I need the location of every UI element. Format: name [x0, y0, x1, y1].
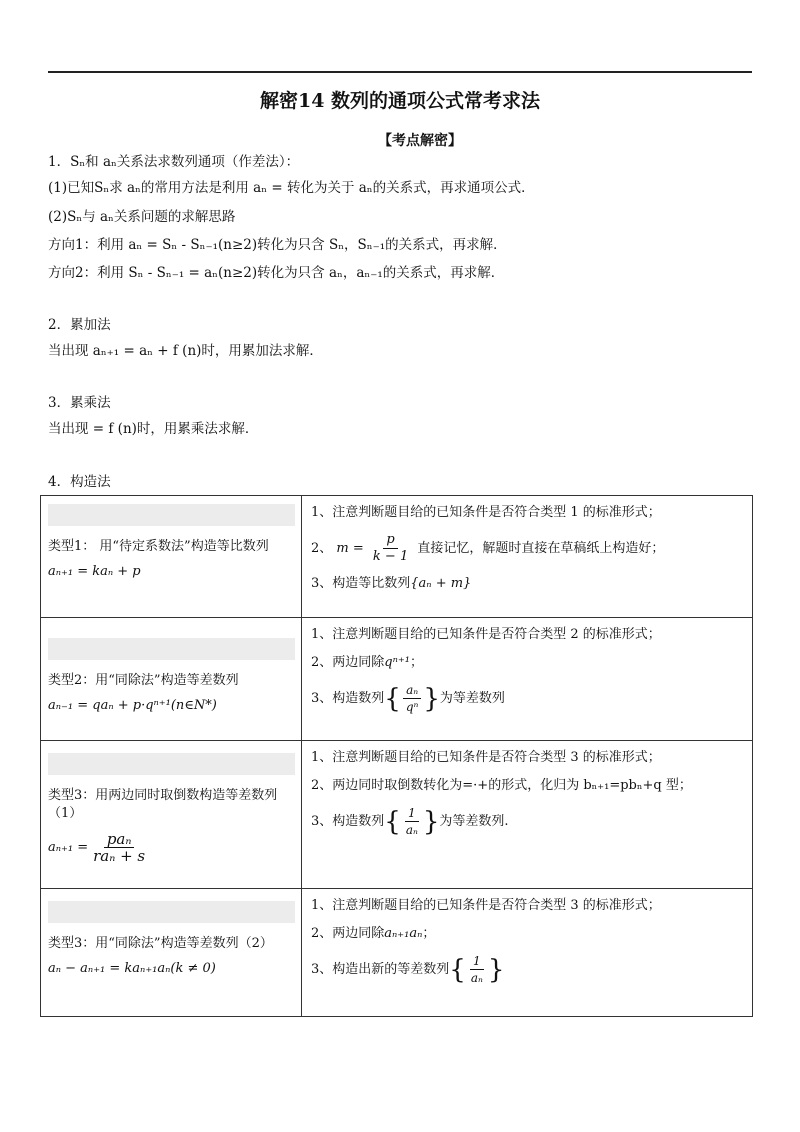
fraction [370, 532, 411, 565]
shaded-bar [48, 638, 295, 660]
step-3-end: 为等差数列 [439, 691, 505, 706]
fraction-num: 1 [405, 805, 419, 822]
section4-heading: 4．构造法 [48, 474, 111, 490]
step-2-end: ； [422, 926, 436, 941]
brace-sequence: { $\frac{1}{\text{aₙ}}$ } [449, 954, 505, 985]
step-2: 2、两边同时取倒数转化为=·+的形式，化归为 bₙ₊₁=pbₙ+q 型； [311, 778, 692, 793]
table-row [41, 618, 753, 741]
divisor: qⁿ⁺¹ [384, 655, 410, 670]
step-3-text: 3、构造数列 [311, 691, 385, 706]
step-2 [311, 925, 746, 943]
shaded-bar [48, 901, 295, 923]
step-3 [311, 575, 746, 593]
step-3 [311, 953, 746, 986]
type-label: 类型2：用“同除法”构造等差数列 [48, 673, 239, 688]
steps-cell [302, 889, 753, 1017]
type-cell [41, 496, 302, 618]
step-3-end: 为等差数列. [439, 814, 509, 829]
fraction-num: 1 [470, 953, 484, 970]
section3-p1: 当出现 = f (n)时，用累乘法求解． [48, 421, 259, 437]
step-2-text: 2、两边同除 [311, 655, 385, 670]
type-label: 类型1： 用“待定系数法”构造等比数列 [48, 539, 269, 554]
divisor: aₙ₊₁aₙ [384, 926, 423, 941]
fraction [403, 805, 421, 838]
table-row [41, 496, 753, 618]
type-cell [41, 741, 302, 889]
section1-p3: 方向1：利用 aₙ = Sₙ - Sₙ₋₁(n≥2)转化为只含 Sₙ，Sₙ₋₁的关系式，再求解． [48, 237, 507, 253]
brace-sequence: { $\frac{1}{\text{aₙ}}$ } [384, 806, 440, 837]
step-3 [311, 805, 746, 838]
table-row [41, 741, 753, 889]
section2-p1: 当出现 aₙ₊₁ = aₙ + f (n)时，用累加法求解． [48, 343, 323, 359]
fraction-num: aₙ [403, 682, 421, 699]
section1-p1: (1)已知Sₙ求 aₙ的常用方法是利用 aₙ = 转化为关于 aₙ的关系式，再求通项公式． [48, 180, 535, 196]
step-2-prefix: 2、 [311, 541, 333, 556]
fraction [90, 831, 148, 864]
fraction [403, 682, 422, 715]
construction-methods-table [40, 495, 753, 1017]
section-subtitle: 【考点解密】 [378, 133, 462, 149]
steps-cell [302, 618, 753, 741]
step-3 [311, 682, 746, 715]
section1-p4: 方向2：利用 Sₙ - Sₙ₋₁ = aₙ(n≥2)转化为只含 aₙ，aₙ₋₁的关系式，再求解． [48, 265, 505, 281]
section2-heading: 2．累加法 [48, 317, 111, 333]
fraction-den: raₙ + s [93, 847, 146, 865]
type-formula [48, 831, 295, 864]
step-1: 1、注意判断题目给的已知条件是否符合类型 2 的标准形式； [311, 627, 661, 642]
steps-cell [302, 741, 753, 889]
type-label: 类型3：用两边同时取倒数构造等差数列（1） [48, 788, 278, 821]
type-cell [41, 618, 302, 741]
type-formula: aₙ₋₁ = qaₙ + p·qⁿ⁺¹(n∈N*) [48, 698, 217, 713]
table-row [41, 889, 753, 1017]
brace-sequence: { $\frac{\text{aₙ}}{\text{qⁿ}}$ } [384, 683, 440, 714]
fraction-den: qⁿ [405, 700, 419, 714]
shaded-bar [48, 504, 295, 526]
step-2 [311, 532, 746, 565]
step-2-text: 2、两边同除 [311, 926, 385, 941]
fraction-den: aₙ [405, 823, 418, 837]
step-3-text: 3、构造数列 [311, 814, 385, 829]
header-rule [48, 71, 752, 73]
fraction-den: aₙ [470, 971, 483, 985]
type-cell [41, 889, 302, 1017]
fraction-num: p [383, 532, 397, 549]
shaded-bar [48, 753, 295, 775]
formula-lhs: aₙ₊₁ = [48, 840, 89, 855]
step-1: 1、注意判断题目给的已知条件是否符合类型 3 的标准形式； [311, 898, 661, 913]
sequence-formula: {aₙ + m} [410, 576, 472, 591]
step-2-text: 直接记忆，解题时直接在草稿纸上构造好； [417, 541, 665, 556]
type-formula: aₙ₊₁ = kaₙ + p [48, 564, 141, 579]
step-1: 1、注意判断题目给的已知条件是否符合类型 3 的标准形式； [311, 750, 661, 765]
page-title: 解密14 数列的通项公式常考求法 [259, 90, 541, 112]
fraction-den: k − 1 [372, 549, 409, 564]
step-2 [311, 654, 746, 672]
step-1: 1、注意判断题目给的已知条件是否符合类型 1 的标准形式； [311, 505, 661, 520]
fraction [468, 953, 486, 986]
type-label: 类型3：用“同除法”构造等差数列（2） [48, 936, 273, 951]
step-3-text: 3、构造等比数列 [311, 576, 411, 591]
section1-heading: 1．Sₙ和 aₙ关系法求数列通项（作差法）： [48, 154, 300, 170]
fraction-num: paₙ [104, 831, 135, 848]
section1-p2: (2)Sₙ与 aₙ关系问题的求解思路 [48, 209, 236, 225]
step-2-end: ； [409, 655, 423, 670]
m-lhs: m = [336, 541, 364, 556]
type-formula: aₙ − aₙ₊₁ = kaₙ₊₁aₙ(k ≠ 0) [48, 961, 216, 976]
step-3-text: 3、构造出新的等差数列 [311, 962, 450, 977]
steps-cell [302, 496, 753, 618]
section3-heading: 3．累乘法 [48, 395, 111, 411]
